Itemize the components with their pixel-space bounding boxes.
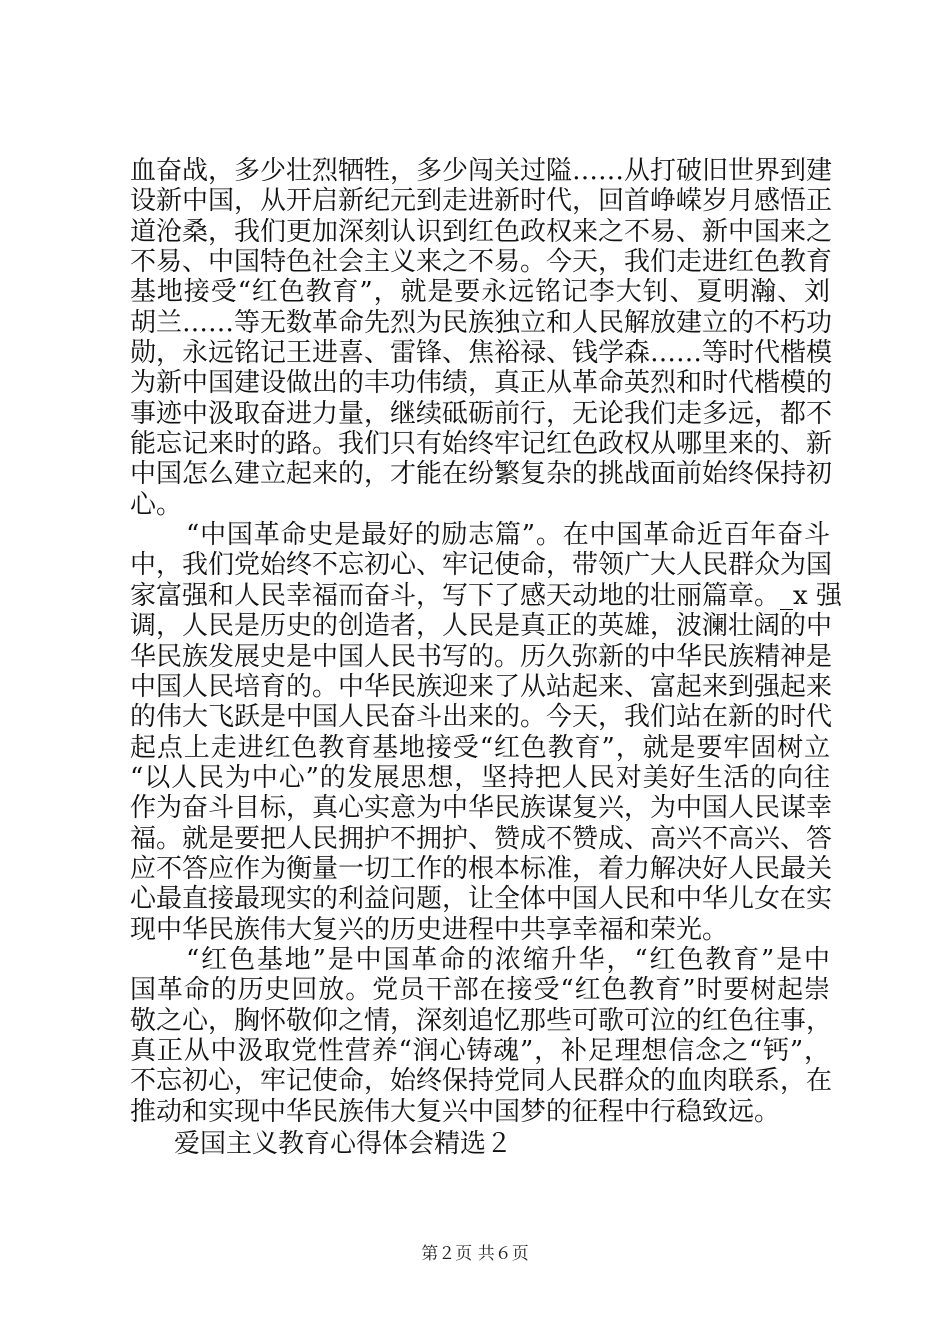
text-line: 勋，永远铭记王进喜、雷锋、焦裕禄、钱学森……等时代楷模 xyxy=(130,338,833,369)
text-line: 血奋战，多少壮烈牺牲，多少闯关过隘……从打破旧世界到建 xyxy=(130,156,833,186)
paragraph-3 xyxy=(130,944,833,1127)
text-line: 福。就是要把人民拥护不拥护、赞成不赞成、高兴不高兴、答 xyxy=(130,823,833,854)
text-line: 基地接受“红色教育”，就是要永远铭记李大钊、夏明瀚、刘 xyxy=(130,277,830,308)
paragraph-2 xyxy=(130,520,842,945)
text-line: 不易、中国特色社会主义来之不易。今天，我们走进红色教育 xyxy=(130,247,833,278)
document-body xyxy=(130,156,842,1161)
section-heading: 爱国主义教育心得体会精选２ xyxy=(174,1129,513,1159)
text-line: 家富强和人民幸福而奋斗，写下了感天动地的壮丽篇章。_x 强 xyxy=(130,580,842,611)
text-line: 现中华民族伟大复兴的历史进程中共享幸福和荣光。 xyxy=(130,914,729,945)
text-line: 的伟大飞跃是中国人民奋斗出来的。今天，我们站在新的时代 xyxy=(130,702,833,733)
text-line: 国革命的历史回放。党员干部在接受“红色教育”时要树起崇 xyxy=(130,975,830,1006)
text-line: 推动和实现中华民族伟大复兴中国梦的征程中行稳致远。 xyxy=(130,1096,781,1127)
text-line: 调，人民是历史的创造者，人民是真正的英雄，波澜壮阔的中 xyxy=(130,611,833,642)
text-line: 敬之心，胸怀敬仰之情，深刻追忆那些可歌可泣的红色往事， xyxy=(130,1005,833,1036)
text-line: 心最直接最现实的利益问题，让全体中国人民和中华儿女在实 xyxy=(130,884,833,915)
text-line: 事迹中汲取奋进力量，继续砥砺前行，无论我们走多远，都不 xyxy=(130,398,833,429)
text-line: 中国人民培育的。中华民族迎来了从站起来、富起来到强起来 xyxy=(130,671,833,702)
page-number-footer: 第２页 共６页 xyxy=(421,1244,529,1264)
text-line: 华民族发展史是中国人民书写的。历久弥新的中华民族精神是 xyxy=(130,641,833,672)
text-line: 起点上走进红色教育基地接受“红色教育”，就是要牢固树立 xyxy=(130,732,830,763)
text-line: 心。 xyxy=(130,489,183,520)
text-line: 道沧桑，我们更加深刻认识到红色政权来之不易、新中国来之 xyxy=(130,216,833,247)
text-line: 中国怎么建立起来的，才能在纷繁复杂的挑战面前始终保持初 xyxy=(130,459,833,490)
text-line: 为新中国建设做出的丰功伟绩，真正从革命英烈和时代楷模的 xyxy=(130,368,833,399)
text-line: 设新中国，从开启新纪元到走进新时代，回首峥嵘岁月感悟正 xyxy=(130,186,833,217)
text-line: “以人民为中心”的发展思想，坚持把人民对美好生活的向往 xyxy=(130,762,830,793)
text-line: “中国革命史是最好的励志篇”。在中国革命近百年奋斗 xyxy=(186,520,830,551)
text-line: 应不答应作为衡量一切工作的根本标准，着力解决好人民最关 xyxy=(130,853,833,884)
paragraph-1 xyxy=(130,156,833,520)
text-line: “红色基地”是中国革命的浓缩升华，“红色教育”是中 xyxy=(186,944,830,975)
text-line: 胡兰……等无数革命先烈为民族独立和人民解放建立的不朽功 xyxy=(130,307,833,338)
text-line: 中，我们党始终不忘初心、牢记使命，带领广大人民群众为国 xyxy=(130,550,833,581)
text-line: 不忘初心，牢记使命，始终保持党同人民群众的血肉联系，在 xyxy=(130,1066,833,1097)
text-line: 能忘记来时的路。我们只有始终牢记红色政权从哪里来的、新 xyxy=(130,429,833,460)
text-line: 作为奋斗目标，真心实意为中华民族谋复兴，为中国人民谋幸 xyxy=(130,793,833,824)
text-line: 真正从中汲取党性营养“润心铸魂”，补足理想信念之“钙”， xyxy=(130,1035,830,1066)
